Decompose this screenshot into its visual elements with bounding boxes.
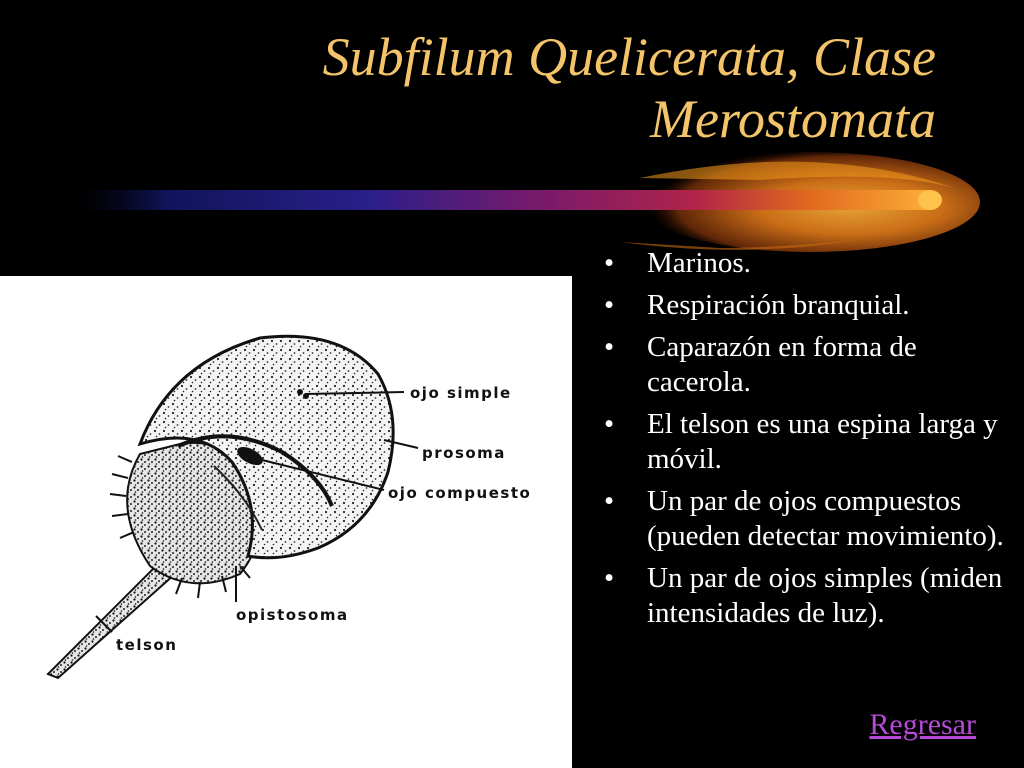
slide-title bbox=[176, 26, 936, 150]
label-opistosoma: opistosoma bbox=[236, 606, 349, 624]
bullet-item bbox=[604, 288, 1004, 323]
title-line-1: Subfilum Quelicerata, Clase bbox=[322, 27, 936, 87]
bullet-glyph: • bbox=[604, 562, 615, 594]
bullet-item bbox=[604, 246, 1004, 281]
label-prosoma: prosoma bbox=[422, 444, 506, 462]
bullet-text: Un par de ojos simples (miden intensidades de luz). bbox=[647, 562, 1003, 629]
label-ojo-simple: ojo simple bbox=[410, 384, 512, 402]
bullet-text: El telson es una espina larga y móvil. bbox=[647, 408, 998, 475]
bullet-glyph: • bbox=[604, 331, 615, 363]
horseshoe-crab-figure bbox=[0, 276, 572, 768]
bullet-glyph: • bbox=[604, 289, 615, 321]
bullet-glyph: • bbox=[604, 485, 615, 517]
title-line-2: Merostomata bbox=[650, 89, 936, 149]
bullet-text: Respiración branquial. bbox=[647, 289, 910, 321]
bullet-text: Marinos. bbox=[647, 247, 751, 279]
horseshoe-crab-drawing bbox=[0, 276, 572, 768]
bullet-list bbox=[604, 246, 1004, 638]
bullet-item bbox=[604, 561, 1004, 631]
bullet-text: Caparazón en forma de cacerola. bbox=[647, 331, 917, 398]
bullet-item bbox=[604, 407, 1004, 477]
label-ojo-compuesto: ojo compuesto bbox=[388, 484, 532, 502]
bullet-item bbox=[604, 330, 1004, 400]
bullet-glyph: • bbox=[604, 247, 615, 279]
bullet-glyph: • bbox=[604, 408, 615, 440]
back-link[interactable]: Regresar bbox=[869, 708, 976, 741]
label-telson: telson bbox=[116, 636, 178, 654]
bullet-text: Un par de ojos compuestos (pueden detectar movimiento). bbox=[647, 485, 1004, 552]
decorative-swoosh bbox=[0, 150, 1024, 260]
bullet-item bbox=[604, 484, 1004, 554]
